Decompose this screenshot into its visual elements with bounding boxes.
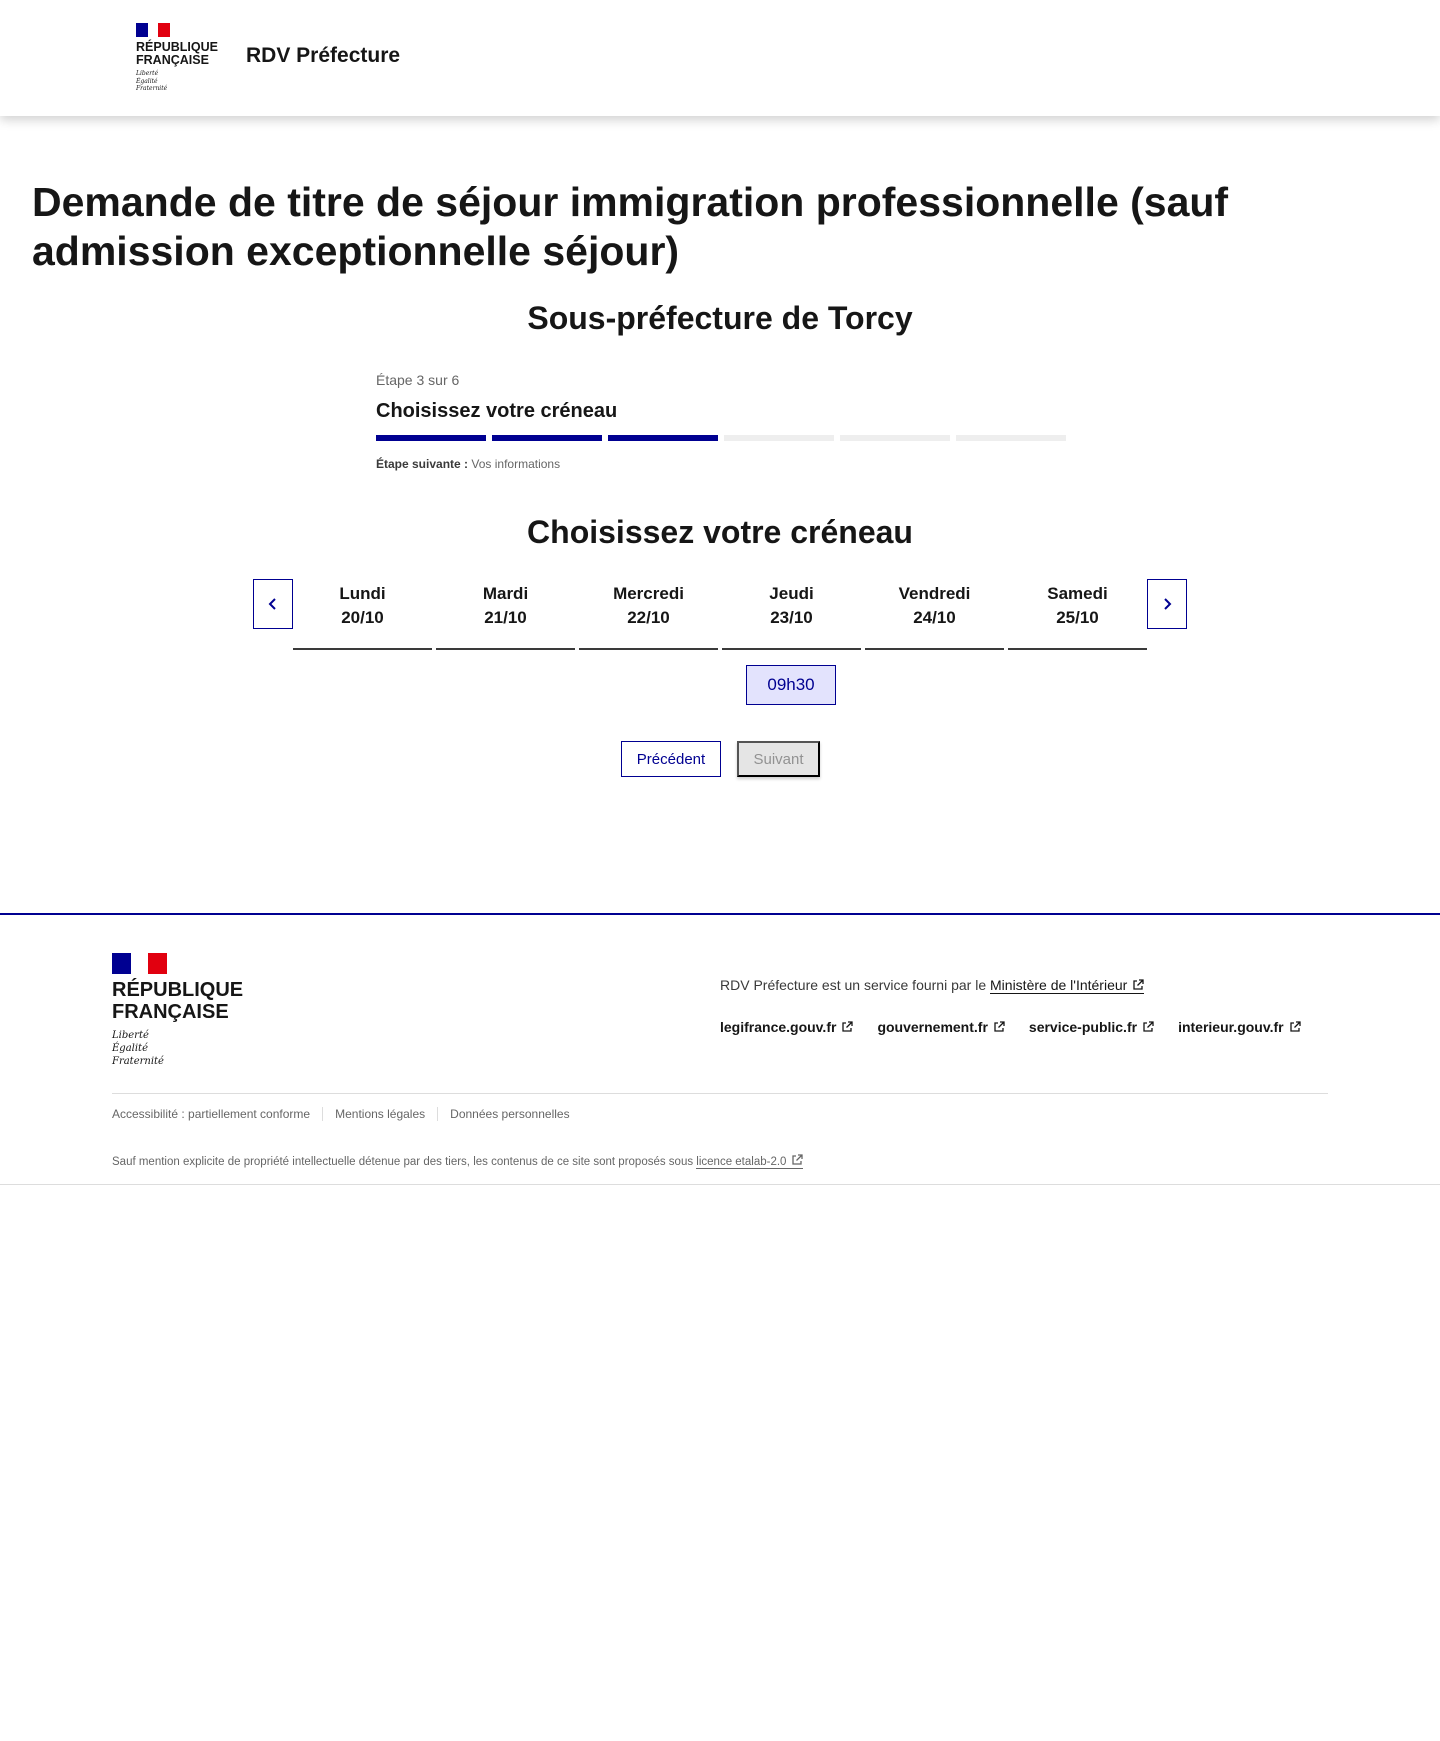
- site-footer: [0, 913, 1440, 1185]
- previous-button[interactable]: Précédent: [621, 741, 721, 777]
- footer-link-service-public[interactable]: service-public.fr: [1029, 1019, 1154, 1035]
- footer-links: [720, 1019, 1301, 1035]
- step-bar: [608, 435, 718, 441]
- ministry-link[interactable]: Ministère de l'Intérieur: [990, 977, 1144, 994]
- page-title: Demande de titre de séjour immigration professionnelle (sauf admission exceptionnelle séjour): [32, 179, 1229, 274]
- footer-logo-text: RÉPUBLIQUE FRANÇAISE: [112, 979, 244, 1023]
- step-bar: [724, 435, 834, 441]
- step-bar: [956, 435, 1066, 441]
- footer-link-gouvernement[interactable]: gouvernement.fr: [877, 1019, 1004, 1035]
- day-name: Lundi: [339, 584, 386, 603]
- calendar-day[interactable]: [865, 579, 1004, 650]
- day-date: 25/10: [1056, 608, 1099, 627]
- next-button[interactable]: Suivant: [737, 741, 820, 777]
- footer-link-interieur[interactable]: interieur.gouv.fr: [1178, 1019, 1301, 1035]
- step-count: Étape 3 sur 6: [376, 372, 460, 388]
- footer-description: RDV Préfecture est un service fourni par le Ministère de l'Intérieur: [720, 977, 1144, 993]
- day-date: 23/10: [770, 608, 813, 627]
- chevron-left-icon: [265, 596, 281, 612]
- section-title: Choisissez votre créneau: [527, 514, 913, 550]
- step-title: Choisissez votre créneau: [376, 400, 618, 422]
- footer-link-legal[interactable]: Mentions légales: [322, 1107, 437, 1121]
- chevron-right-icon: [1159, 596, 1175, 612]
- calendar-day[interactable]: [1008, 579, 1147, 650]
- logo-text: RÉPUBLIQUE FRANÇAISE: [136, 40, 218, 67]
- calendar-day[interactable]: [293, 579, 432, 650]
- page-subtitle: Sous-préfecture de Torcy: [527, 300, 913, 336]
- marianne-flag-icon: [136, 23, 170, 37]
- day-name: Vendredi: [898, 584, 971, 603]
- next-step-value: Vos informations: [471, 457, 561, 471]
- external-link-icon: [1142, 1021, 1154, 1033]
- logo-motto: Liberté Égalité Fraternité: [136, 70, 168, 92]
- day-date: 22/10: [627, 608, 670, 627]
- license-link[interactable]: licence etalab-2.0: [696, 1156, 803, 1169]
- footer-link-personal-data[interactable]: Données personnelles: [437, 1107, 581, 1121]
- footer-republique-francaise-logo[interactable]: [112, 953, 243, 1068]
- next-step: [376, 457, 1066, 471]
- calendar-day[interactable]: [579, 579, 718, 650]
- license-text: Sauf mention explicite de propriété intellectuelle détenue par des tiers, les contenus de ce site sont proposés sous licence etalab-2.0: [112, 1154, 803, 1168]
- day-name: Mardi: [482, 584, 529, 603]
- time-slot-button[interactable]: 09h30: [746, 665, 836, 705]
- day-date: 20/10: [341, 608, 384, 627]
- day-name: Jeudi: [769, 584, 814, 603]
- footer-divider: [112, 1093, 1328, 1094]
- external-link-icon: [841, 1021, 853, 1033]
- calendar-prev-button[interactable]: [253, 579, 293, 629]
- day-name: Samedi: [1047, 584, 1108, 603]
- external-link-icon: [1289, 1021, 1301, 1033]
- calendar-next-button[interactable]: [1147, 579, 1187, 629]
- marianne-flag-icon: [112, 953, 167, 974]
- external-link-icon: [1132, 979, 1144, 991]
- calendar-day[interactable]: [722, 579, 861, 650]
- next-step-label: Étape suivante :: [376, 457, 469, 471]
- external-link-icon: [791, 1154, 803, 1166]
- footer-link-accessibility[interactable]: Accessibilité : partiellement conforme: [112, 1107, 311, 1121]
- service-title[interactable]: RDV Préfecture: [246, 44, 401, 67]
- stepper: [376, 372, 1066, 471]
- external-link-icon: [993, 1021, 1005, 1033]
- calendar-days: [293, 579, 1147, 650]
- calendar-day[interactable]: [436, 579, 575, 650]
- footer-logo-motto: Liberté Égalité Fraternité: [112, 1030, 164, 1067]
- day-date: 24/10: [913, 608, 956, 627]
- step-bar: [840, 435, 950, 441]
- step-bar: [376, 435, 486, 441]
- footer-bottom-links: [112, 1107, 582, 1121]
- day-name: Mercredi: [613, 584, 684, 603]
- republique-francaise-logo[interactable]: [136, 23, 216, 93]
- footer-link-legifrance[interactable]: legifrance.gouv.fr: [720, 1019, 853, 1035]
- site-header: [0, 0, 1440, 116]
- calendar: [253, 579, 1187, 651]
- step-bar: [492, 435, 602, 441]
- step-progress-bar: [376, 435, 1066, 441]
- day-date: 21/10: [484, 608, 527, 627]
